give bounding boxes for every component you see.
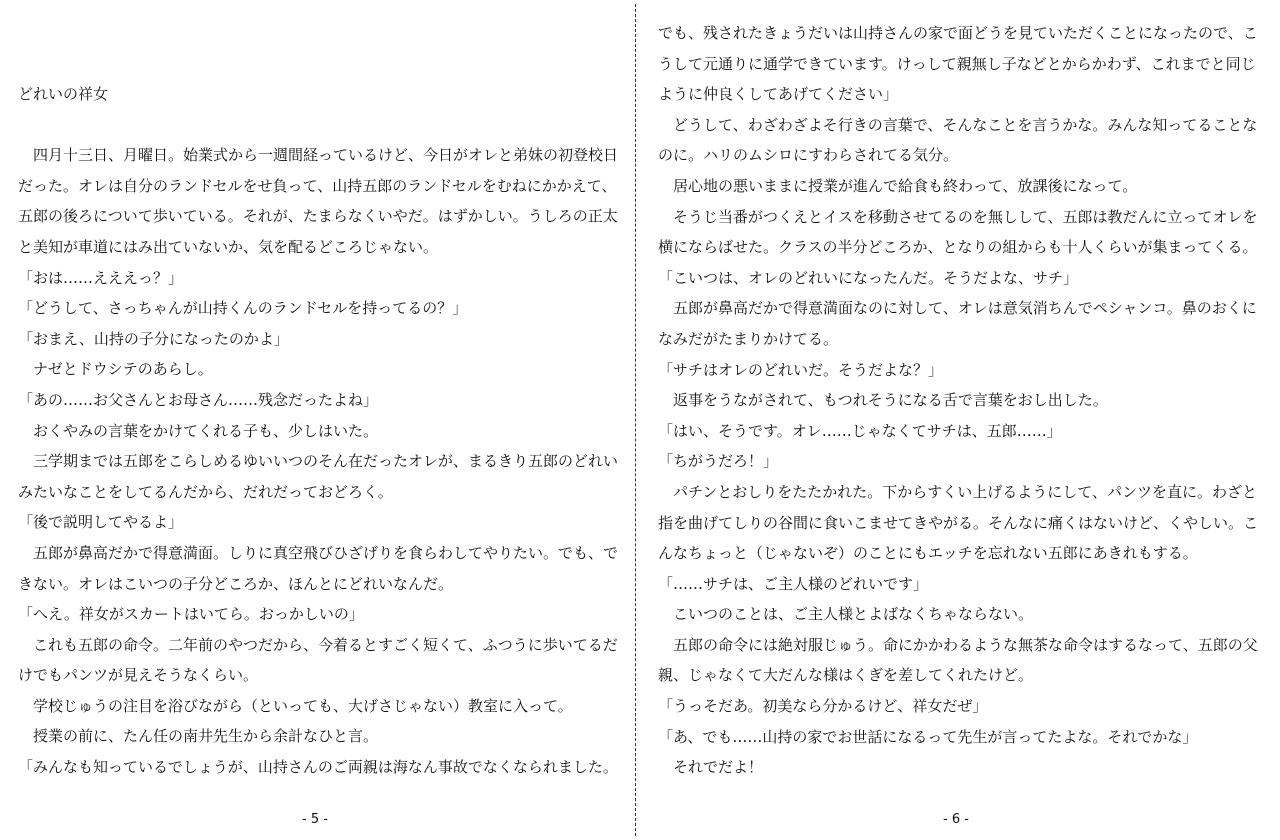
left-page-text	[18, 79, 618, 783]
text-line: 「へえ。祥女がスカートはいてら。おっかしいの」	[18, 605, 364, 624]
text-line: 「ちがうだろ！」	[658, 452, 779, 471]
text-line: それでだよ！	[658, 758, 764, 777]
text-line: でも、残されたきょうだいは山持さんの家で面どうを見ていただくことになったので、こ	[658, 24, 1258, 42]
text-line: うして元通りに通学できています。けっして親無し子などとからかわず、これまでと同じ	[658, 54, 1256, 73]
blank-line	[18, 110, 618, 141]
text-line: 学校じゅうの注目を浴びながら（といっても、大げさじゃない）教室に入って。	[18, 696, 573, 715]
text-line: 横にならばせた。クラスの半分どころか、となりの組からも十人くらいが集まってくる。	[658, 238, 1258, 257]
text-line: 「サチはオレのどれいだ。そうだよな？」	[658, 360, 944, 379]
text-line: そうじ当番がつくえとイスを移動させてるのを無しして、五郎は教だんに立ってオレを	[658, 207, 1258, 226]
text-line: こいつのことは、ご主人様とよばなくちゃならない。	[658, 605, 1034, 624]
text-line: 「おまえ、山持の子分になったのかよ」	[18, 329, 289, 348]
text-line: 授業の前に、たん任の南井先生から余計なひと言。	[18, 727, 379, 746]
text-line: これも五郎の命令。二年前のやつだから、今着るとすごく短くて、ふつうに歩いてるだ	[18, 635, 618, 654]
page-number-left: - 5 -	[302, 812, 328, 827]
text-line: けでもパンツが見えそうなくらい。	[18, 666, 259, 685]
text-line: ように仲良くしてあげてください」	[658, 85, 899, 104]
text-line: ナゼとドウシテのあらし。	[18, 360, 213, 379]
text-line: 「こいつは、オレのどれいになったんだ。そうだよな、サチ」	[658, 268, 1079, 287]
page-divider	[635, 4, 636, 836]
text-line: んなちょっと（じゃないぞ）のことにもエッチを忘れない五郎にあきれもする。	[658, 544, 1198, 563]
text-line: 「あ、でも……山持の家でお世話になるって先生が言ってたよな。それでかな」	[658, 727, 1198, 746]
text-line: みたいなことをしてるんだから、だれだっておどろく。	[18, 482, 393, 501]
right-page	[637, 0, 1280, 840]
left-page	[0, 0, 636, 840]
right-page-text	[658, 18, 1258, 783]
text-line: 「うっそだあ。初美なら分かるけど、祥女だぜ」	[658, 697, 988, 716]
text-line: 「はい、そうです。オレ……じゃなくてサチは、五郎……」	[658, 421, 1062, 440]
text-line: だった。オレは自分のランドセルをせ負って、山持五郎のランドセルをむねにかかえて、	[18, 176, 617, 195]
text-line: 返事をうながされて、もつれそうになる舌で言葉をおし出した。	[658, 391, 1108, 410]
text-line: 「……サチは、ご主人様のどれいです」	[658, 574, 929, 593]
text-line: 「後で説明してやるよ」	[18, 513, 184, 532]
text-line: 三学期までは五郎をこらしめるゆいいつのそん在だったオレが、まるきり五郎のどれい	[18, 452, 619, 471]
text-line: おくやみの言葉をかけてくれる子も、少しはいた。	[18, 421, 379, 440]
text-line: きない。オレはこいつの子分どころか、ほんとにどれいなんだ。	[18, 574, 454, 593]
text-line: 指を曲げてしりの谷間に食いこませてきやがる。そんなに痛くはないけど、くやしい。こ	[658, 513, 1259, 532]
text-line: 「どうして、さっちゃんが山持くんのランドセルを持ってるの？」	[18, 299, 468, 318]
text-line: 親、じゃなくて大だんな様はくぎを差してくれたけど。	[658, 666, 1034, 685]
text-line: と美知が車道にはみ出ていないか、気を配るどころじゃない。	[18, 237, 439, 256]
text-line: 五郎が鼻高だかで得意満面なのに対して、オレは意気消ちんでペシャンコ。鼻のおくに	[658, 299, 1257, 318]
page-number-right: - 6 -	[943, 812, 969, 827]
text-line: 五郎の命令には絶対服じゅう。命にかかわるような無茶な命令はするなって、五郎の父	[658, 635, 1258, 654]
text-line: のに。ハリのムシロにすわらされてる気分。	[658, 146, 959, 165]
text-line: 「あの……お父さんとお母さん……残念だったよね」	[18, 390, 379, 409]
text-line: 四月十三日、月曜日。始業式から一週間経っているけど、今日がオレと弟妹の初登校日	[18, 146, 619, 165]
text-line: 五郎が鼻高だかで得意満面。しりに真空飛びひざげりを食らわしてやりたい。でも、で	[18, 543, 619, 562]
text-line: 「みんなも知っているでしょうが、山持さんのご両親は海なん事故でなくなられました。	[18, 758, 618, 777]
text-line: なみだがたまりかけてる。	[658, 329, 839, 348]
text-line: パチンとおしりをたたかれた。下からすくい上げるようにして、パンツを直に。わざと	[658, 482, 1257, 501]
text-line: どれいの祥女	[18, 85, 109, 103]
text-line: 五郎の後ろについて歩いている。それが、たまらなくいやだ。はずかしい。うしろの正太	[18, 207, 618, 226]
text-line: どうして、わざわざよそ行きの言葉で、そんなことを言うかな。みんな知ってることな	[658, 115, 1258, 134]
text-line: 「おは……えええっ？」	[18, 268, 184, 287]
text-line: 居心地の悪いままに授業が進んで給食も終わって、放課後になって。	[658, 176, 1138, 195]
